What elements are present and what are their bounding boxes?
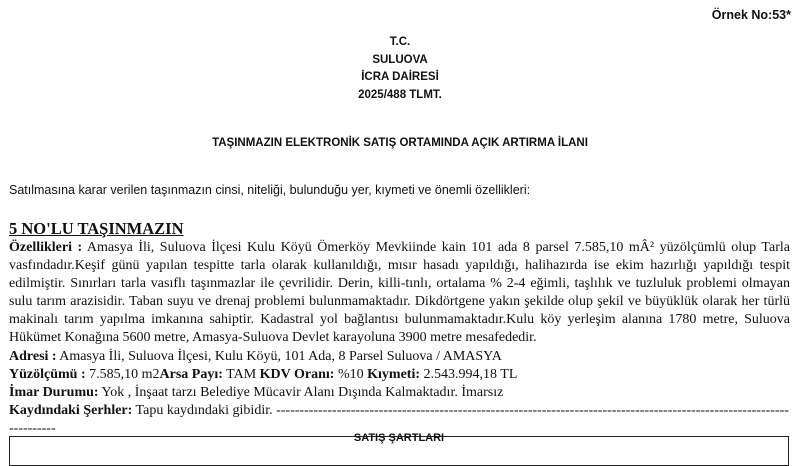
- properties-text: Amasya İli, Suluova İlçesi Kulu Köyü Ömerköy Mevkiinde kain 101 ada 8 parsel 7.585,10 mÂ² yüzölçümlü olup Tarla vasfındadır.Keşif günü yapılan tespitte tarla olarak kullanıldığı, mısır hasadı yapıldığı, halihazırda ise ekim hazırlığı yapıldığı tespit edilmiştir. Sınırları tarla vasıflı taşınmazlar ile çevrilidir. Derin, killi-tınlı, ortalama % 2-4 eğimli, taşlılık ve tuzluluk problemi olmayan sulu tarım arazisidir. Taban suyu ve drenaj problemi bulunmamaktadır. Dikdörtgene yakın şekilde olup şekil ve büyüklük olarak her türlü makinalı tarım yapılma imkanına sahiptir. Kadastral yol bağlantısı bulunmamaktadır.Kulu köy yerleşim alanına 1780 metre, Suluova Hükümet Konağına 5600 metre, Amasya-Suluova Devlet karayoluna 3900 metre mesafededir.: [9, 240, 790, 346]
- document-title: TAŞINMAZIN ELEKTRONİK SATIŞ ORTAMINDA AÇIK ARTIRMA İLANI: [212, 137, 588, 149]
- intro-text: Satılmasına karar verilen taşınmazın cinsi, niteliği, bulunduğu yer, kıymeti ve önemli özellikleri:: [9, 183, 531, 197]
- address-line: [9, 348, 790, 366]
- sample-number: Örnek No:53*: [711, 8, 791, 22]
- header-line-office: İCRA DAİRESİ: [361, 71, 439, 83]
- header-line-file-number: 2025/488 TLMT.: [358, 88, 442, 101]
- annotations-label: Kaydındaki Şerhler:: [9, 402, 133, 418]
- land-share-value: TAM: [222, 366, 260, 382]
- property-section: [9, 219, 790, 438]
- vat-value: %10: [334, 366, 368, 382]
- area-label: Yüzölçümü :: [9, 366, 86, 382]
- section-title: 5 NO'LU TAŞINMAZIN: [9, 219, 184, 238]
- zoning-line: [9, 384, 790, 402]
- address-text: Amasya İli, Suluova İlçesi, Kulu Köyü, 101 Ada, 8 Parsel Suluova / AMASYA: [56, 348, 502, 364]
- office-header: [0, 34, 800, 104]
- value-amount: 2.543.994,18 TL: [420, 366, 518, 382]
- zoning-label: İmar Durumu:: [9, 384, 99, 400]
- address-label: Adresi :: [9, 348, 57, 364]
- zoning-text: Yok , İnşaat tarzı Belediye Mücavir Alanı Dışında Kalmaktadır. İmarsız: [98, 384, 504, 400]
- land-share-label: Arsa Payı:: [159, 366, 223, 382]
- header-line-city: SULUOVA: [372, 53, 428, 66]
- sale-terms-heading: SATIŞ ŞARTLARI: [353, 432, 445, 444]
- value-label: Kıymeti:: [367, 366, 421, 382]
- annotations-text: Tapu kaydındaki gibidir. ------------------------------------------------------------------------------------------------------------------------: [9, 402, 789, 436]
- properties-paragraph: [9, 239, 790, 348]
- header-line-tc: T.C.: [389, 36, 411, 48]
- details-line: [9, 366, 790, 384]
- area-value: 7.585,10 m2: [85, 366, 160, 382]
- sale-terms-box: [9, 432, 789, 466]
- vat-label: KDV Oranı:: [259, 366, 335, 382]
- properties-label: Özellikleri :: [9, 240, 83, 255]
